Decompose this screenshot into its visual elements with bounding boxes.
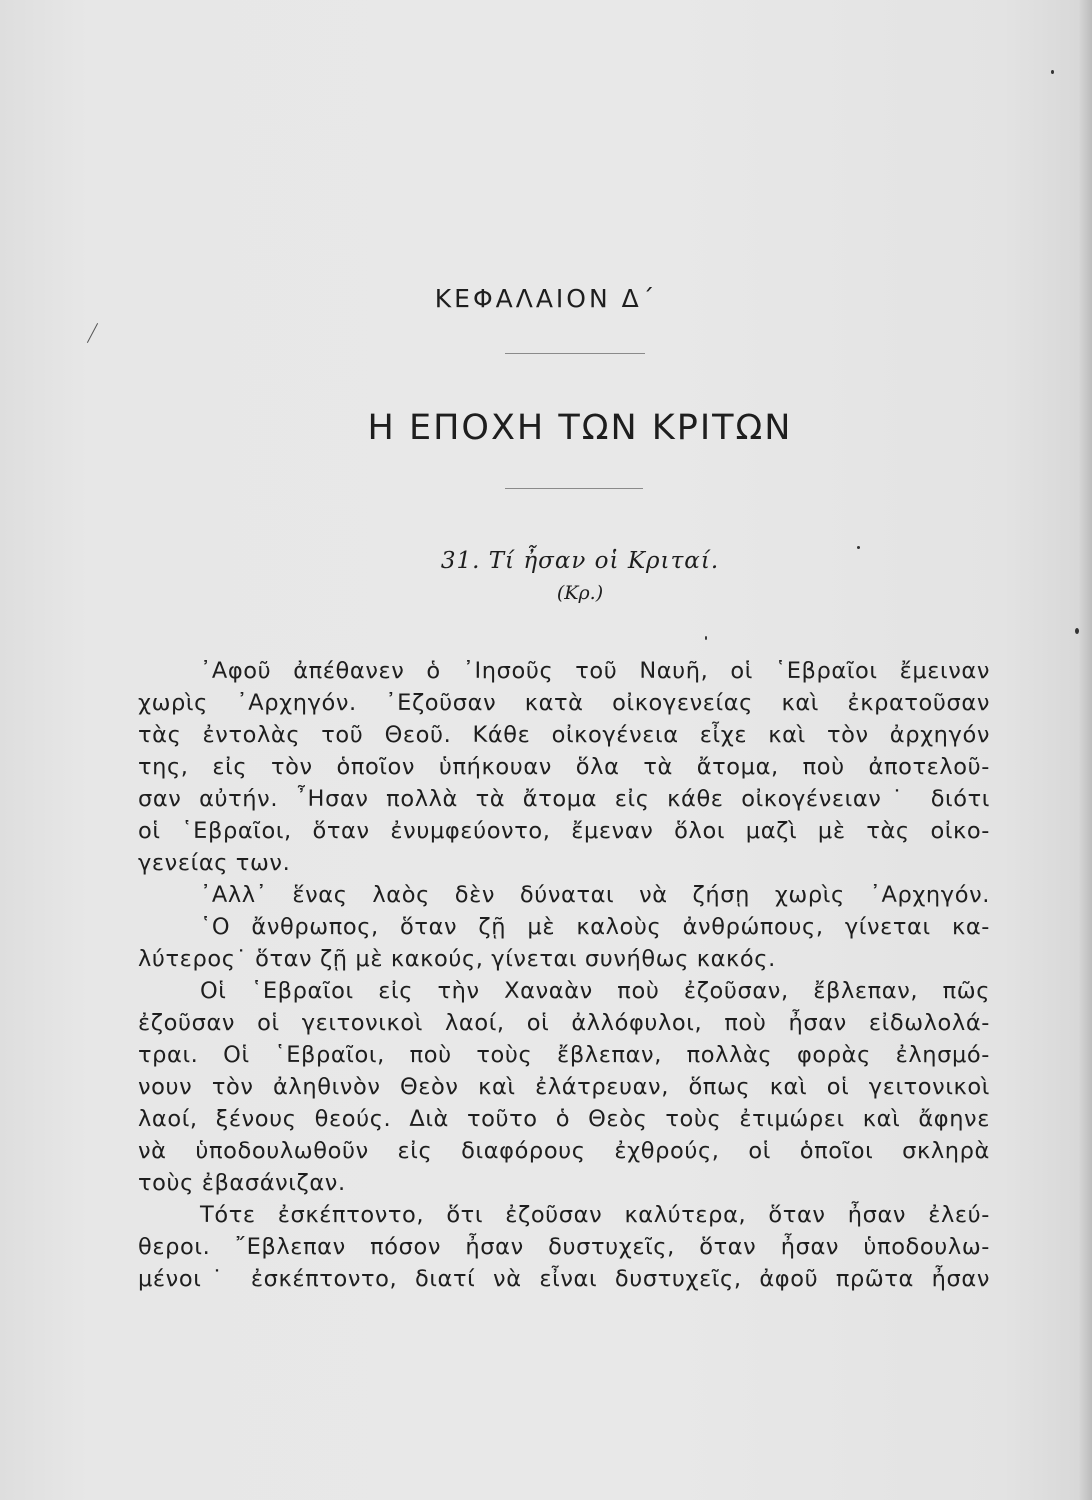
chapter-title: Η ΕΠΟΧΗ ΤΩΝ ΚΡΙΤΩΝ [367, 408, 793, 448]
print-speck [705, 636, 707, 640]
divider-top [505, 353, 645, 354]
body-line: σαν αὐτήν. ῏Ησαν πολλὰ τὰ ἄτομα εἰς κάθε οἰκογένειαν˙ διότι [138, 786, 990, 812]
section-abbreviation: (Κρ.) [556, 582, 604, 604]
body-line: ῾Ο ἄνθρωπος, ὅταν ζῇ μὲ καλοὺς ἀνθρώπους, γίνεται κα- [200, 914, 990, 940]
print-speck [1051, 70, 1054, 74]
chapter-label: ΚΕΦΑΛΑΙΟΝ Δ΄ [434, 284, 658, 313]
body-line: νουν τὸν ἀληθινὸν Θεὸν καὶ ἐλάτρευαν, ὅπως καὶ οἱ γειτονικοὶ [138, 1074, 990, 1100]
print-speck [1075, 628, 1079, 634]
body-line: νὰ ὑποδουλωθοῦν εἰς διαφόρους ἐχθρούς, οἱ ὁποῖοι σκληρὰ [138, 1138, 990, 1164]
body-line: Οἱ ῾Εβραῖοι εἰς τὴν Χαναὰν ποὺ ἐζοῦσαν, ἔβλεπαν, πῶς [200, 978, 990, 1004]
margin-mark [87, 323, 98, 343]
print-speck [857, 546, 860, 549]
body-line: ἐζοῦσαν οἱ γειτονικοὶ λαοί, οἱ ἀλλόφυλοι, ποὺ ἦσαν εἰδωλολά- [138, 1010, 990, 1036]
body-line: θεροι. ῎Εβλεπαν πόσον ἦσαν δυστυχεῖς, ὅταν ἦσαν ὑποδουλω- [138, 1234, 990, 1260]
body-line: ᾽Αφοῦ ἀπέθανεν ὁ ᾽Ιησοῦς τοῦ Ναυῆ, οἱ ῾Εβραῖοι ἔμειναν [200, 658, 990, 684]
body-line: λαοί, ξένους θεούς. Διὰ τοῦτο ὁ Θεὸς τοὺς ἐτιμώρει καὶ ἄφηνε [138, 1106, 990, 1132]
body-line: ᾽Αλλ᾽ ἕνας λαὸς δὲν δύναται νὰ ζήσῃ χωρὶς ᾽Αρχηγόν. [200, 882, 990, 908]
body-line: χωρὶς ᾽Αρχηγόν. ᾽Εζοῦσαν κατὰ οἰκογενείας καὶ ἐκρατοῦσαν [138, 690, 990, 716]
body-line: μένοι˙ ἐσκέπτοντο, διατί νὰ εἶναι δυστυχεῖς, ἀφοῦ πρῶτα ἦσαν [138, 1266, 990, 1292]
body-line: λύτερος˙ ὅταν ζῇ μὲ κακούς, γίνεται συνήθως κακός. [138, 946, 776, 972]
body-line: οἱ ῾Εβραῖοι, ὅταν ἐνυμφεύοντο, ἔμεναν ὅλοι μαζὶ μὲ τὰς οἰκο- [138, 818, 990, 844]
body-line: τραι. Οἱ ῾Εβραῖοι, ποὺ τοὺς ἔβλεπαν, πολλὰς φορὰς ἐλησμό- [138, 1042, 990, 1068]
body-line: της, εἰς τὸν ὁποῖον ὑπήκουαν ὅλα τὰ ἄτομα, ποὺ ἀποτελοῦ- [138, 754, 990, 780]
divider-bottom [505, 488, 643, 489]
body-line: Τότε ἐσκέπτοντο, ὅτι ἐζοῦσαν καλύτερα, ὅταν ἦσαν ἐλεύ- [200, 1202, 990, 1228]
section-heading: 31. Τί ἦσαν οἱ Κριταί. [440, 548, 720, 574]
body-line: τοὺς ἐβασάνιζαν. [138, 1170, 346, 1196]
body-line: γενείας των. [138, 850, 291, 876]
page-edge-shadow [1078, 0, 1092, 1500]
body-line: τὰς ἐντολὰς τοῦ Θεοῦ. Κάθε οἰκογένεια εἶχε καὶ τὸν ἀρχηγόν [138, 722, 990, 748]
